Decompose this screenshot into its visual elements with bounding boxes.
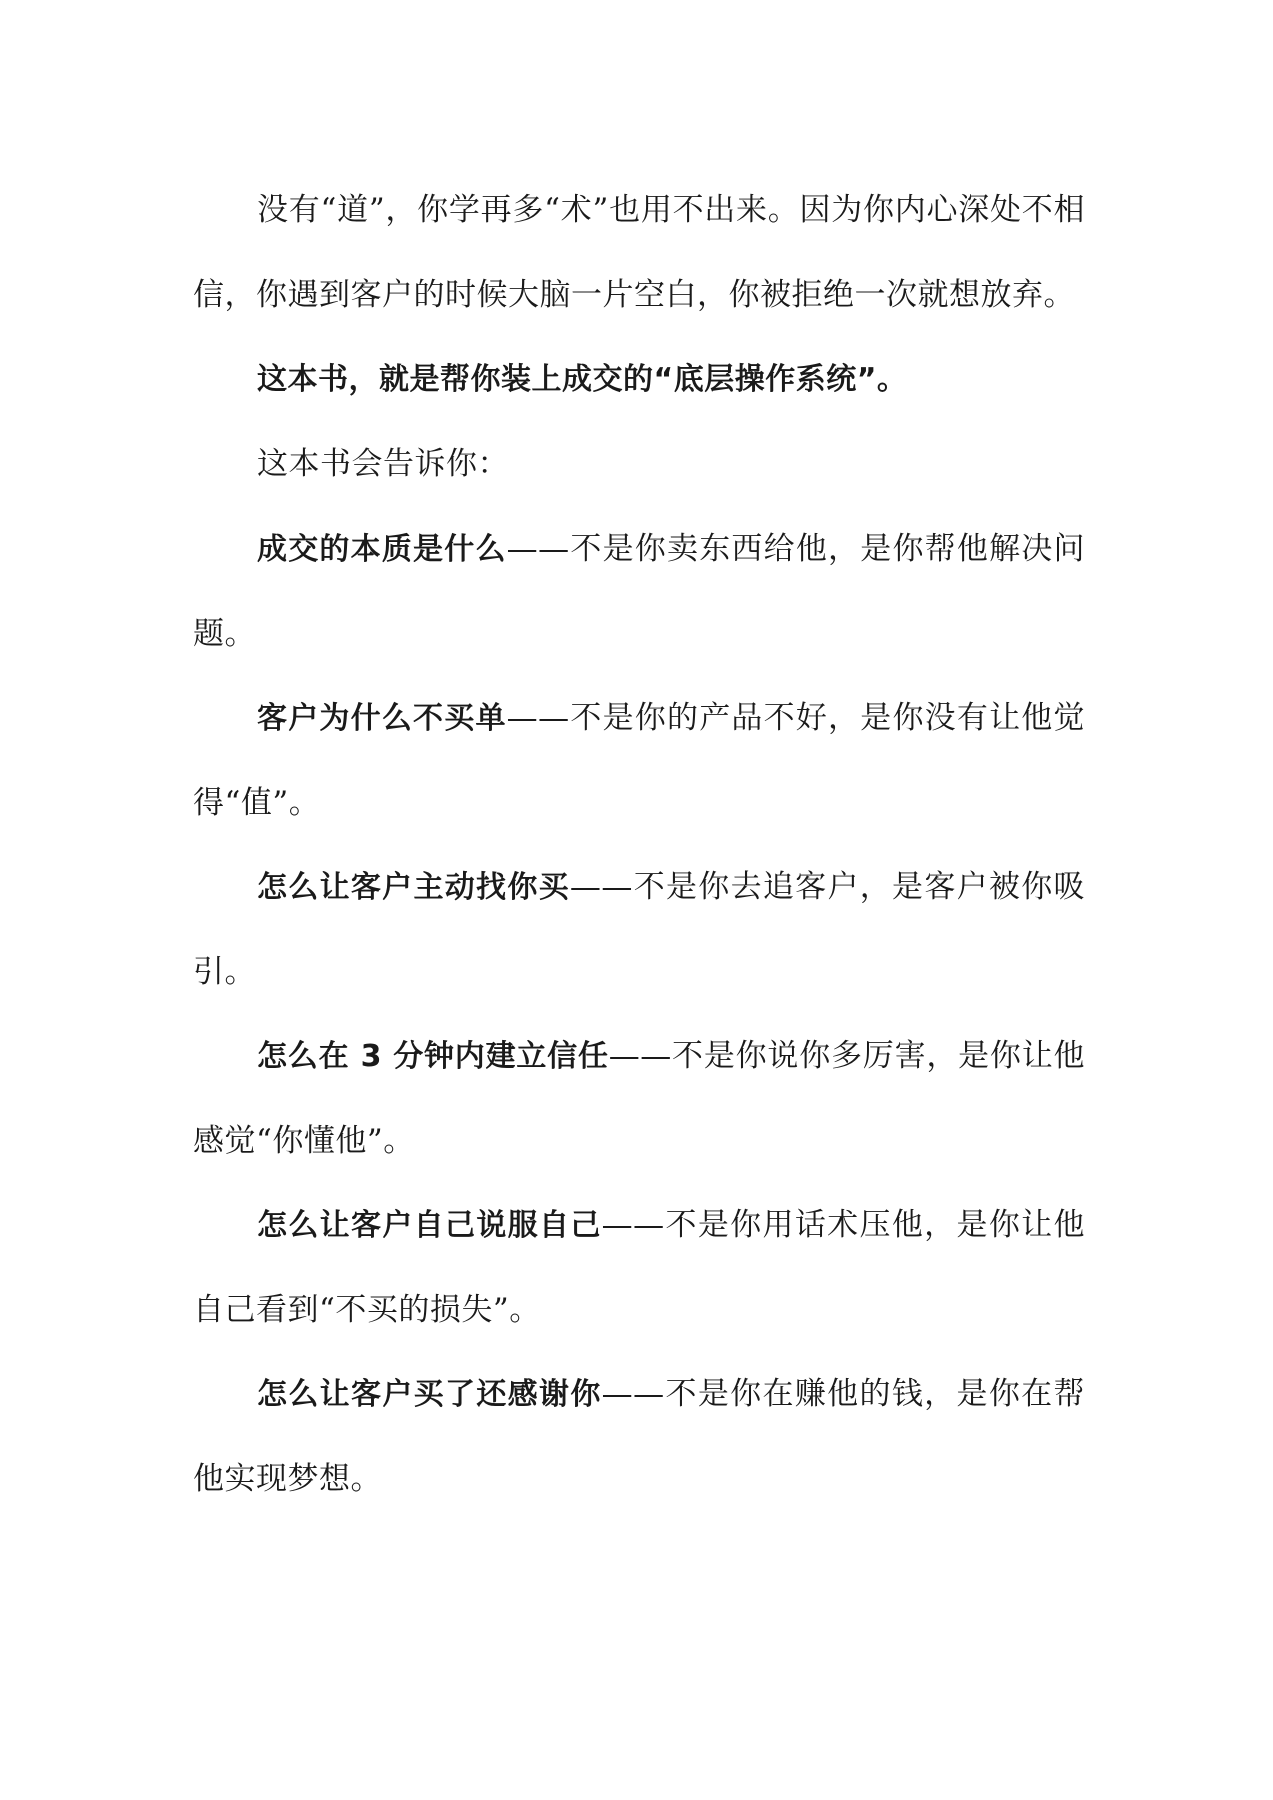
paragraph-4-bold: 成交的本质是什么 — [257, 532, 507, 567]
paragraph-9-bold: 怎么让客户买了还感谢你 — [257, 1377, 602, 1412]
paragraph-3-text: 这本书会告诉你： — [257, 446, 509, 482]
paragraph-2-bold: 这本书，就是帮你装上成交的“底层操作系统”。 — [257, 362, 908, 397]
paragraph-4-text: ——不是你卖东西给他，是你帮他解决问题。 — [193, 531, 1086, 652]
paragraph-9 — [193, 1352, 1085, 1521]
paragraph-5 — [193, 676, 1085, 845]
paragraph-9-text: ——不是你在赚他的钱，是你在帮他实现梦想。 — [193, 1376, 1086, 1497]
paragraph-8-text: ——不是你用话术压他，是你让他自己看到“不买的损失”。 — [193, 1207, 1086, 1328]
paragraph-6-text: ——不是你去追客户，是客户被你吸引。 — [193, 869, 1086, 990]
paragraph-2 — [193, 337, 1085, 422]
body-text — [193, 168, 1085, 1521]
paragraph-7 — [193, 1014, 1085, 1183]
paragraph-7-text: ——不是你说你多厉害，是你让他感觉“你懂他”。 — [193, 1038, 1086, 1159]
paragraph-5-bold: 客户为什么不买单 — [257, 701, 507, 736]
paragraph-1-text: 没有“道”，你学再多“术”也用不出来。因为你内心深处不相信，你遇到客户的时候大脑一片空白，你被拒绝一次就想放弃。 — [193, 192, 1085, 313]
paragraph-1 — [193, 168, 1085, 337]
paragraph-4 — [193, 507, 1085, 676]
paragraph-8 — [193, 1183, 1085, 1352]
paragraph-6 — [193, 845, 1085, 1014]
paragraph-5-text: ——不是你的产品不好，是你没有让他觉得“值”。 — [193, 700, 1086, 821]
paragraph-3 — [193, 422, 1085, 507]
paragraph-7-bold: 怎么在 3 分钟内建立信任 — [257, 1039, 609, 1074]
paragraph-8-bold: 怎么让客户自己说服自己 — [257, 1208, 602, 1243]
paragraph-6-bold: 怎么让客户主动找你买 — [257, 870, 570, 905]
